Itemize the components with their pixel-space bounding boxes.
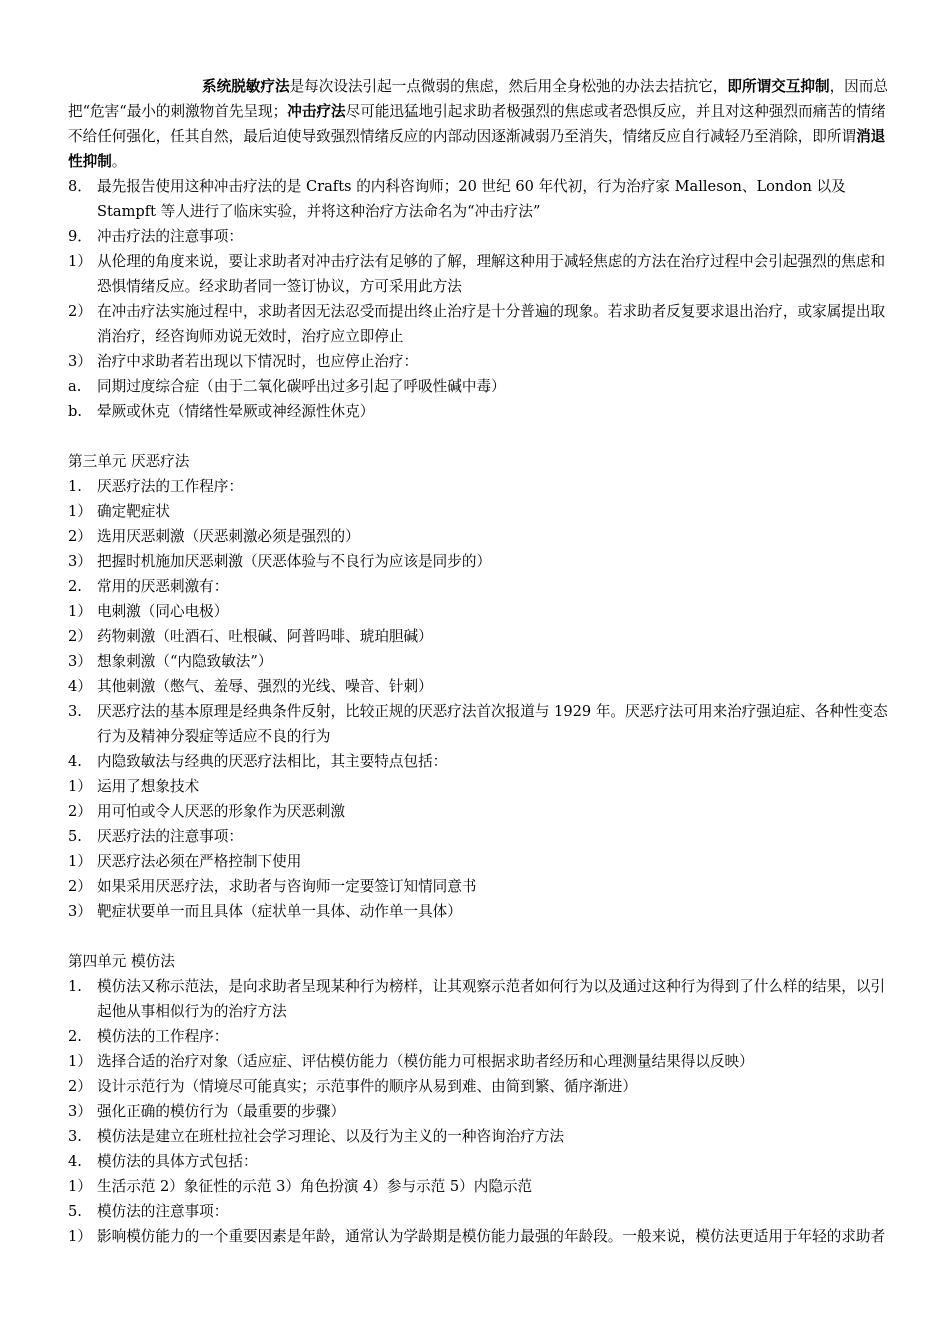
list-item-number: 3. (68, 1128, 82, 1145)
list-item-text: 选用厌恶刺激（厌恶刺激必须是强烈的） (97, 528, 360, 545)
list-item-number: 8． (68, 178, 92, 195)
list-item-number: 1. (68, 978, 82, 995)
term-extinction-inhibition: 消退性抑制 (68, 128, 886, 170)
list-item (68, 474, 894, 499)
list-item (68, 599, 894, 624)
list-item-text: 常用的厌恶刺激有： (97, 578, 229, 595)
list-item (68, 349, 894, 374)
list-item (68, 774, 894, 799)
list-item-number: 5. (68, 828, 82, 845)
list-item-number: 1） (68, 1228, 92, 1245)
list-item (68, 824, 894, 849)
list-item-number: 2. (68, 578, 82, 595)
list-item (68, 224, 894, 249)
list-item-text: 药物刺激（吐酒石、吐根碱、阿普吗啡、琥珀胆碱） (97, 628, 433, 645)
list-item-number: 1） (68, 1053, 92, 1070)
list-item (68, 1024, 894, 1049)
list-item-text: 模仿法的注意事项： (97, 1203, 229, 1220)
list-item-number: 3） (68, 653, 92, 670)
list-item-text: 确定靶症状 (97, 503, 170, 520)
list-item-number: 2） (68, 628, 92, 645)
list-item-text: 运用了想象技术 (97, 778, 200, 795)
list-item-number: 3） (68, 553, 92, 570)
intro-paragraph: 系统脱敏疗法是每次设法引起一点微弱的焦虑，然后用全身松弛的办法去拮抗它，即所谓交互抑制，因而总把“危害“最小的刺激物首先呈现；冲击疗法尽可能迅猛地引起求助者极强烈的焦虑或者恐惧反应，并且对这种强烈而痛苦的情绪不给任何强化，任其自然，最后迫使导致强烈情绪反应的内部动因逐渐减弱乃至消失，情绪反应自行减轻乃至消除，即所谓消退性抑制。 (68, 78, 888, 170)
list-item-text: 厌恶疗法必须在严格控制下使用 (97, 853, 302, 870)
list-item (68, 174, 894, 224)
list-item-text: 同期过度综合症（由于二氧化碳呼出过多引起了呼吸性碱中毒） (97, 378, 506, 395)
list-item-text: 其他刺激（憋气、羞辱、强烈的光线、噪音、针刺） (97, 678, 433, 695)
list-item (68, 849, 894, 874)
list-item (68, 1099, 894, 1124)
section4-heading: 第四单元 模仿法 (68, 953, 175, 970)
list-item (68, 624, 894, 649)
list-item-text: 强化正确的模仿行为（最重要的步骤） (97, 1103, 346, 1120)
list-item (68, 1224, 894, 1249)
modeling-list (68, 974, 894, 1249)
list-item-text: 用可怕或令人厌恶的形象作为厌恶刺激 (97, 803, 346, 820)
list-item-text: 靶症状要单一而且具体（症状单一具体、动作单一具体） (97, 903, 462, 920)
flooding-list (68, 174, 894, 424)
list-item (68, 499, 894, 524)
list-item (68, 649, 894, 674)
list-item-number: 2. (68, 1028, 82, 1045)
term-systematic-desensitization: 系统脱敏疗法 (202, 78, 290, 95)
aversion-list (68, 474, 894, 924)
list-item (68, 1124, 894, 1149)
list-item-number: 5. (68, 1203, 82, 1220)
list-item-text: 治疗中求助者若出现以下情况时，也应停止治疗： (97, 353, 419, 370)
list-item-number: 9． (68, 228, 92, 245)
list-item-number: 3） (68, 1103, 92, 1120)
list-item (68, 749, 894, 774)
list-item-text: 模仿法的具体方式包括： (97, 1153, 258, 1170)
list-item-text: 选择合适的治疗对象（适应症、评估模仿能力（模仿能力可根据求助者经历和心理测量结果得以反映） (97, 1053, 754, 1070)
list-item (68, 549, 894, 574)
list-item-number: 2） (68, 528, 92, 545)
list-item-text: 模仿法的工作程序： (97, 1028, 229, 1045)
list-item-text: 影响模仿能力的一个重要因素是年龄，通常认为学龄期是模仿能力最强的年龄段。一般来说，模仿法更适用于年轻的求助者 (97, 1228, 886, 1245)
list-item-number: 1） (68, 253, 92, 270)
list-item (68, 1149, 894, 1174)
term-flooding: 冲击疗法 (287, 103, 346, 120)
list-item (68, 974, 894, 1024)
list-item-text: 把握时机施加厌恶刺激（厌恶体验与不良行为应该是同步的） (97, 553, 492, 570)
list-item-text: 厌恶疗法的注意事项： (97, 828, 243, 845)
list-item (68, 1199, 894, 1224)
list-item (68, 674, 894, 699)
list-item-text: 厌恶疗法的工作程序： (97, 478, 243, 495)
list-item (68, 1074, 894, 1099)
list-item-number: 2） (68, 803, 92, 820)
term-reciprocal-inhibition: 即所谓交互抑制 (727, 78, 830, 95)
list-item-number: 4. (68, 1153, 82, 1170)
list-item-text: 电刺激（同心电极） (97, 603, 229, 620)
list-item-number: 4） (68, 678, 92, 695)
list-item (68, 874, 894, 899)
list-item-number: 1. (68, 478, 82, 495)
list-item-number: 1） (68, 853, 92, 870)
list-item-number: 3） (68, 903, 92, 920)
list-item (68, 399, 894, 424)
list-item-text: 厌恶疗法的基本原理是经典条件反射，比较正规的厌恶疗法首次报道与 1929 年。厌恶疗法可用来治疗强迫症、各种性变态行为及精神分裂症等适应不良的行为 (97, 703, 888, 745)
list-item (68, 574, 894, 599)
list-item-text: 从伦理的角度来说，要让求助者对冲击疗法有足够的了解，理解这种用于减轻焦虑的方法在治疗过程中会引起强烈的焦虑和恐惧情绪反应。经求助者同一签订协议，方可采用此方法 (97, 253, 886, 295)
list-item-text: 模仿法又称示范法，是向求助者呈现某种行为榜样，让其观察示范者如何行为以及通过这种行为得到了什么样的结果，以引起他从事相似行为的治疗方法 (97, 978, 886, 1020)
list-item-text: 在冲击疗法实施过程中，求助者因无法忍受而提出终止治疗是十分普遍的现象。若求助者反复要求退出治疗，或家属提出取消治疗，经咨询师劝说无效时，治疗应立即停止 (97, 303, 886, 345)
list-item-text: 如果采用厌恶疗法，求助者与咨询师一定要签订知情同意书 (97, 878, 477, 895)
list-item-text: 模仿法是建立在班杜拉社会学习理论、以及行为主义的一种咨询治疗方法 (97, 1128, 565, 1145)
list-item-text: 设计示范行为（情境尽可能真实；示范事件的顺序从易到难、由简到繁、循序渐进） (97, 1078, 637, 1095)
list-item-text: 冲击疗法的注意事项： (97, 228, 243, 245)
list-item (68, 299, 894, 349)
list-item (68, 374, 894, 399)
list-item-text: 内隐致敏法与经典的厌恶疗法相比，其主要特点包括： (97, 753, 448, 770)
list-item-number: 2） (68, 303, 92, 320)
list-item-text: 生活示范 2）象征性的示范 3）角色扮演 4）参与示范 5）内隐示范 (97, 1178, 533, 1195)
list-item-text: 最先报告使用这种冲击疗法的是 Crafts 的内科咨询师；20 世纪 60 年代初，行为治疗家 Malleson、London 以及 Stampft 等人进行了临床实验，并将这种治疗方法命名为“冲击疗法” (97, 178, 846, 220)
list-item-number: 3. (68, 703, 82, 720)
list-item-text: 想象刺激（“内隐致敏法”） (97, 653, 273, 670)
list-item-text: 晕厥或休克（情绪性晕厥或神经源性休克） (97, 403, 375, 420)
section3-heading: 第三单元 厌恶疗法 (68, 453, 190, 470)
list-item (68, 699, 894, 749)
list-item (68, 524, 894, 549)
list-item-number: 1） (68, 503, 92, 520)
list-item-number: 1） (68, 1178, 92, 1195)
list-item-number: a. (68, 378, 82, 395)
list-item (68, 249, 894, 299)
list-item-number: b. (68, 403, 82, 420)
list-item-number: 4. (68, 753, 82, 770)
list-item-number: 2） (68, 878, 92, 895)
list-item-number: 2） (68, 1078, 92, 1095)
list-item (68, 899, 894, 924)
list-item (68, 1174, 894, 1199)
list-item-number: 1） (68, 778, 92, 795)
list-item-number: 1） (68, 603, 92, 620)
list-item (68, 799, 894, 824)
list-item (68, 1049, 894, 1074)
list-item-number: 3） (68, 353, 92, 370)
